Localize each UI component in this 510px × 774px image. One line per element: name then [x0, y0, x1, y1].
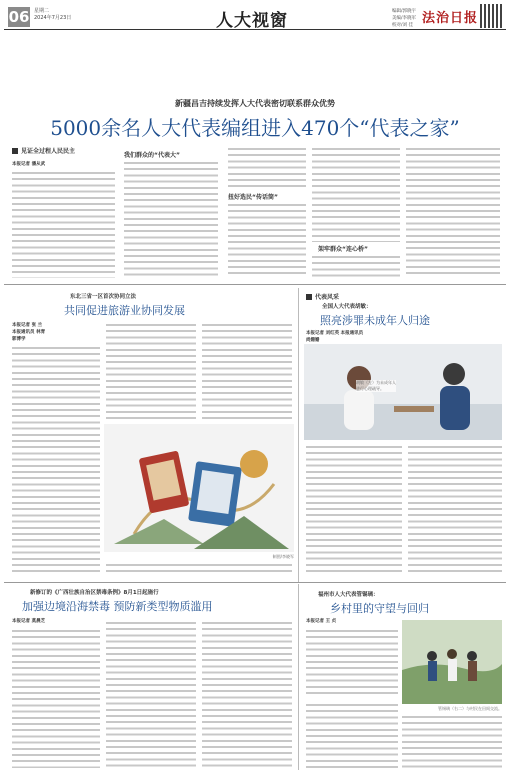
designer-line: 美编/李晓军 — [392, 16, 417, 21]
editor-line: 编辑/郭晓宇 — [392, 9, 417, 14]
lead-body-col-1 — [12, 170, 115, 278]
lead-subhead-1: 我们群众的“代表大” — [124, 152, 180, 159]
column-divider-bottom — [298, 584, 299, 770]
article4-body-col-3 — [202, 620, 292, 768]
article3-section-tag-label: 代表风采 — [315, 294, 340, 301]
article5-body-col-3 — [402, 714, 502, 768]
photo-two-people-icon — [304, 344, 502, 440]
article2-body-col-1 — [12, 345, 100, 575]
lead-body-col-4b — [312, 254, 400, 278]
travel-illustration-icon — [104, 424, 294, 552]
article5-title: 乡村里的守望与回归 — [330, 602, 429, 615]
lead-body-col-3b — [228, 202, 306, 278]
lead-body-col-3a — [228, 146, 306, 190]
article5-caption: 管锡璃（右二）与村民在田间交流。 — [438, 706, 502, 711]
lead-section-tag — [12, 146, 75, 155]
article2-photo-credit: 制图/李晓军 — [272, 554, 294, 559]
article3-byline: 本报记者 刘红英 本报通讯员 尚姗姗 — [306, 331, 364, 343]
page-number: 06 — [8, 8, 30, 26]
article5-byline: 本报记者 王 贞 — [306, 619, 337, 624]
article4-kicker: 新修订的《广西壮族自治区禁毒条例》8月1日起施行 — [30, 590, 159, 596]
lead-subhead-2: 扭好选民“传话筒” — [228, 194, 278, 201]
proofreader-line: 校对/刘 佳 — [392, 23, 413, 28]
lead-body-col-2 — [124, 160, 218, 278]
section-marker-icon — [12, 148, 18, 154]
article4-title: 加强边境沿海禁毒 预防新类型物质滥用 — [22, 600, 213, 613]
article3-body-col-2 — [408, 444, 502, 576]
article5-body-col-1 — [306, 628, 398, 698]
article4-body-col-1 — [12, 628, 100, 768]
article5-photo — [402, 620, 502, 704]
lead-kicker: 新疆昌吉持续发挥人大代表密切联系群众优势 — [175, 99, 335, 108]
article4-byline: 本报记者 莫晨芝 — [12, 619, 46, 624]
article4-body-col-2 — [106, 620, 196, 768]
editor-credits — [392, 8, 416, 29]
article5-body-col-2 — [306, 702, 398, 768]
article2-illustration — [104, 424, 294, 552]
header-rule — [4, 29, 506, 30]
article3-photo — [304, 344, 502, 440]
lead-body-col-4 — [312, 146, 400, 242]
article2-byline: 本报记者 张 兰 本报通讯员 林青 郭博学 — [12, 323, 46, 342]
header-date-text: 2024年7月23日 — [34, 15, 72, 21]
article2-title: 共同促进旅游业协同发展 — [64, 304, 185, 317]
lead-byline: 本报记者 潘从武 — [12, 162, 46, 167]
article2-body-col-3 — [202, 322, 292, 420]
lead-headline: 5000余名人大代表编组进入470个“代表之家” — [50, 116, 460, 140]
lead-bottom-rule — [4, 284, 506, 285]
newspaper-logo: 法治日报 — [422, 11, 479, 26]
article3-section-tag — [306, 292, 339, 301]
article3-body-col-1 — [306, 444, 402, 576]
article2-body-tail — [106, 562, 292, 576]
column-divider — [298, 288, 299, 582]
section-marker-icon — [306, 294, 312, 300]
header-date — [34, 8, 71, 22]
article2-kicker: 东北三省一区首次协同立法 — [70, 294, 137, 300]
lead-body-col-5 — [406, 146, 500, 278]
section-title: 人大视窗 — [216, 11, 288, 31]
article2-body-col-2 — [106, 322, 196, 420]
article3-caption: 胡敏（左）为未成年人进行心理疏导。 — [356, 380, 396, 391]
article5-kicker: 福州市人大代表管锡璃： — [318, 592, 379, 598]
article3-kicker: 全国人大代表胡敏： — [322, 304, 372, 310]
lead-section-tag-label: 见证全过程人民民主 — [21, 148, 76, 155]
middle-bottom-rule — [4, 582, 506, 583]
photo-field-people-icon — [402, 620, 502, 704]
header-weekday: 星期二 — [34, 8, 50, 14]
qr-code-icon — [480, 4, 504, 28]
article3-title: 照亮涉罪未成年人归途 — [320, 314, 430, 327]
lead-subhead-3: 架牢群众“连心桥” — [318, 246, 368, 253]
